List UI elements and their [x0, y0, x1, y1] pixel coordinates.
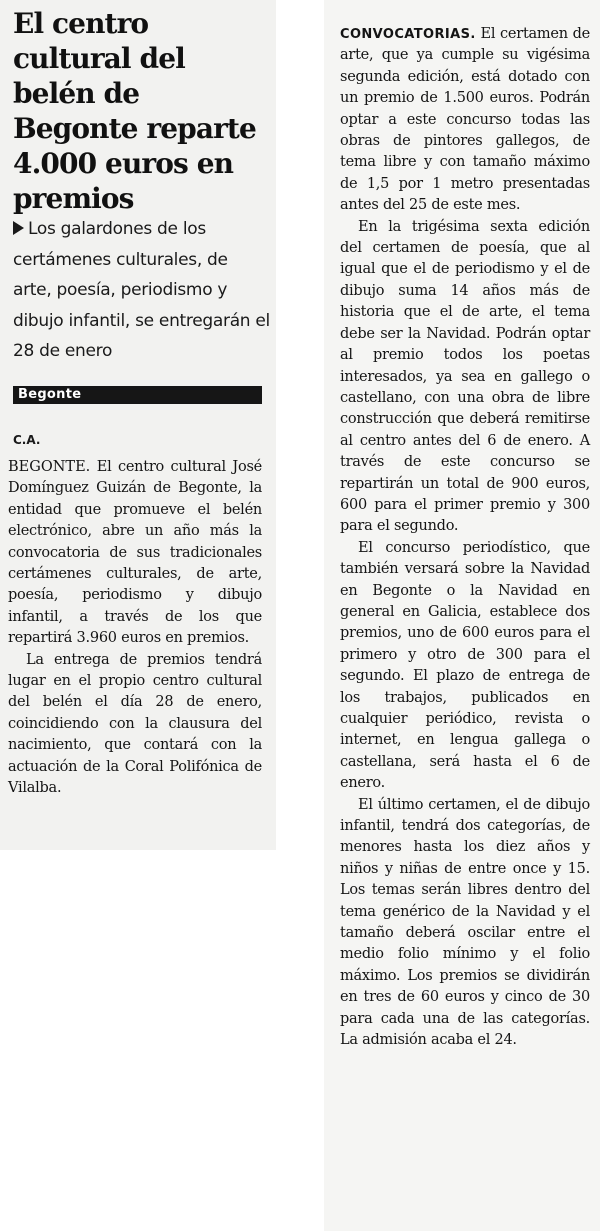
- right-paragraph-2: En la trigésima sexta edición del certamen de poesía, que al igual que el de periodismo y el de dibujo suma 14 años más de historia que el de arte, el tema debe ser la Navidad. Podrán optar al premio todos los poetas interesados, ya sea en gallego o castellano, con una obra de libre construcción que deberá remitirse al centro antes del 6 de enero. A través de este concurso se repartirán un total de 900 euros, 600 para el primer premio y 300 para el segundo.: [340, 218, 590, 535]
- article-subhead: [13, 214, 271, 367]
- right-column-body: [340, 24, 590, 1052]
- right-paragraph-1: [340, 24, 590, 217]
- left-column-body: [8, 457, 262, 800]
- triangle-right-icon: [13, 221, 24, 235]
- right-paragraph-4: El último certamen, el de dibujo infantil, tendrá dos categorías, de menores hasta los diez años y niños y niñas de entre once y 15. Los temas serán libres dentro del tema genérico de la Navidad y el tamaño deberá oscilar entre el medio folio mínimo y el folio máximo. Los premios se dividirán en tres de 60 euros y cinco de 30 para cada una de las categorías. La admisión acaba el 24.: [340, 796, 590, 1049]
- dateline: BEGONTE.: [8, 459, 91, 475]
- section-label: Begonte: [18, 387, 82, 402]
- right-paragraph-1-text: El certamen de arte, que ya cumple su vigésima segunda edición, está dotado con un premio de 1.500 euros. Podrán optar a este concurso todas las obras de pintores gallegos, de tema libre y con tamaño máximo de 1,5 por 1 metro presentadas antes del 25 de este mes.: [340, 26, 591, 214]
- lead-label: CONVOCATORIAS.: [340, 27, 476, 42]
- section-label-bar: [13, 386, 262, 404]
- subhead-text: Los galardones de los certámenes culturales, de arte, poesía, periodismo y dibujo infantil, se entregarán el 28 de enero: [13, 219, 270, 361]
- article-headline: El centro cultural del belén de Begonte reparte 4.000 euros en premios: [13, 7, 256, 215]
- left-paragraph-2: La entrega de premios tendrá lugar en el propio centro cultural del belén el día 28 de enero, coincidiendo con la clausura del nacimiento, que contará con la actuación de la Coral Polifónica de Vilalba.: [8, 651, 262, 797]
- left-paragraph-1-text: El centro cultural José Domínguez Guizán de Begonte, la entidad que promueve el belén electrónico, abre un año más la convocatoria de sus tradicionales certámenes culturales, de arte, poesía, periodismo y dibujo infantil, a través de los que repartirá 3.960 euros en premios.: [8, 459, 262, 647]
- right-paragraph-3: El concurso periodístico, que también versará sobre la Navidad en Begonte o la Navidad en general en Galicia, establece dos premios, uno de 600 euros para el primero y otro de 300 para el segundo. El plazo de entrega de los trabajos, publicados en cualquier periódico, revista o internet, en lengua gallega o castellana, será hasta el 6 de enero.: [340, 539, 590, 792]
- left-paragraph-1: [8, 457, 262, 650]
- byline: C.A.: [13, 433, 41, 447]
